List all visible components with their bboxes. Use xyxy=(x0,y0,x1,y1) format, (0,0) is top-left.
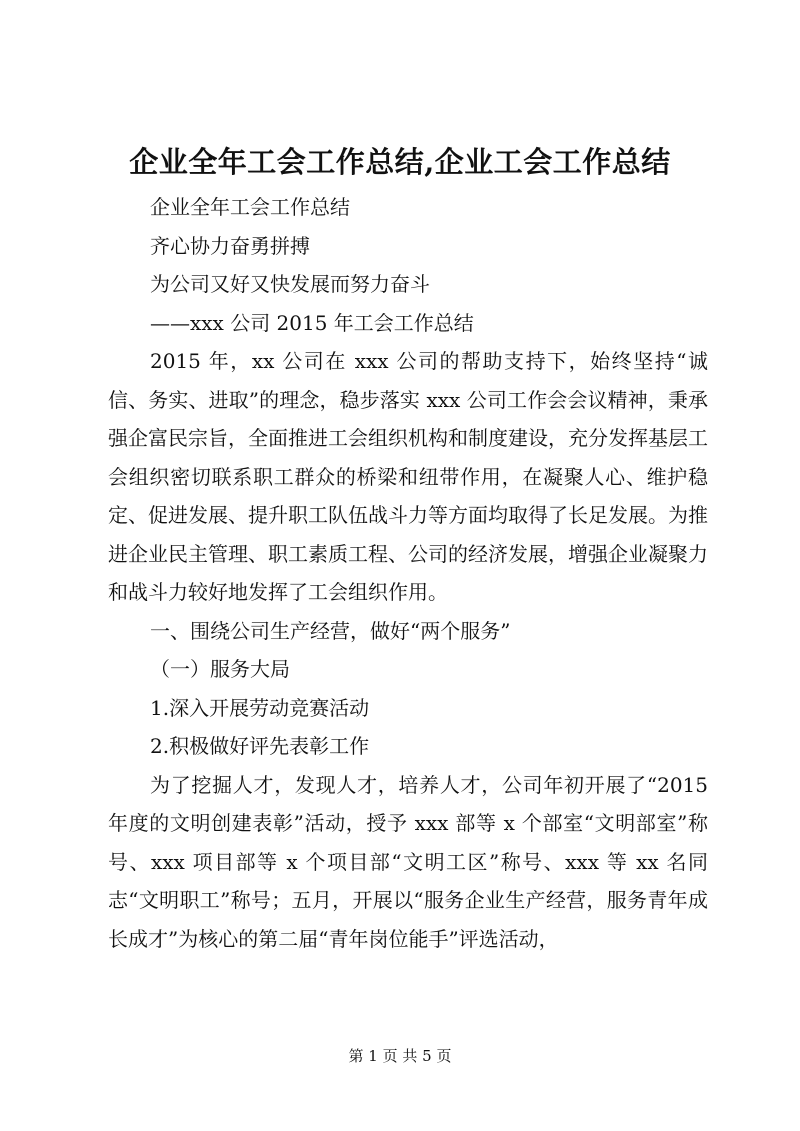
page-footer: 第 1 页 共 5 页 xyxy=(348,1047,452,1065)
section-heading: 一、围绕公司生产经营，做好“两个服务” xyxy=(150,618,511,643)
list-item-heading: 1.深入开展劳动竞赛活动 xyxy=(150,695,370,720)
list-item-heading: 2.积极做好评先表彰工作 xyxy=(150,734,370,758)
body-paragraph: 为了挖掘人才，发现人才，培养人才，公司年初开展了“2015 年度的文明创建表彰”活动，授予 xxx 部等 x 个部室“文明部室”称号、xxx 项目部等 x 个项目部“文明工区”称号、xxx 等 xx 名同志“文明职工”称号；五月，开展以“服务企业生产经营，服务青年成长成才”为核心的第二届“青年岗位能手”评选活动， xyxy=(108,772,708,951)
subtitle-line: 为公司又好又快发展而努力奋斗 xyxy=(150,272,430,296)
body-paragraph: 2015 年，xx 公司在 xxx 公司的帮助支持下，始终坚持“诚信、务实、进取”的理念，稳步落实 xxx 公司工作会会议精神，秉承强企富民宗旨，全面推进工会组织机构和制度建设，充分发挥基层工会组织密切联系职工群众的桥梁和纽带作用，在凝聚人心、维护稳定、促进发展、提升职工队伍战斗力等方面均取得了长足发展。为推进企业民主管理、职工素质工程、公司的经济发展，增强企业凝聚力和战斗力较好地发挥了工会组织作用。 xyxy=(108,349,708,604)
subtitle-line: 齐心协力奋勇拼搏 xyxy=(150,233,310,258)
document-title: 企业全年工会工作总结,企业工会工作总结 xyxy=(129,145,671,179)
subtitle-line: ——xxx 公司 2015 年工会工作总结 xyxy=(150,310,474,335)
subsection-heading: （一）服务大局 xyxy=(150,657,290,681)
document-body xyxy=(108,188,708,958)
subtitle-line: 企业全年工会工作总结 xyxy=(150,195,350,219)
